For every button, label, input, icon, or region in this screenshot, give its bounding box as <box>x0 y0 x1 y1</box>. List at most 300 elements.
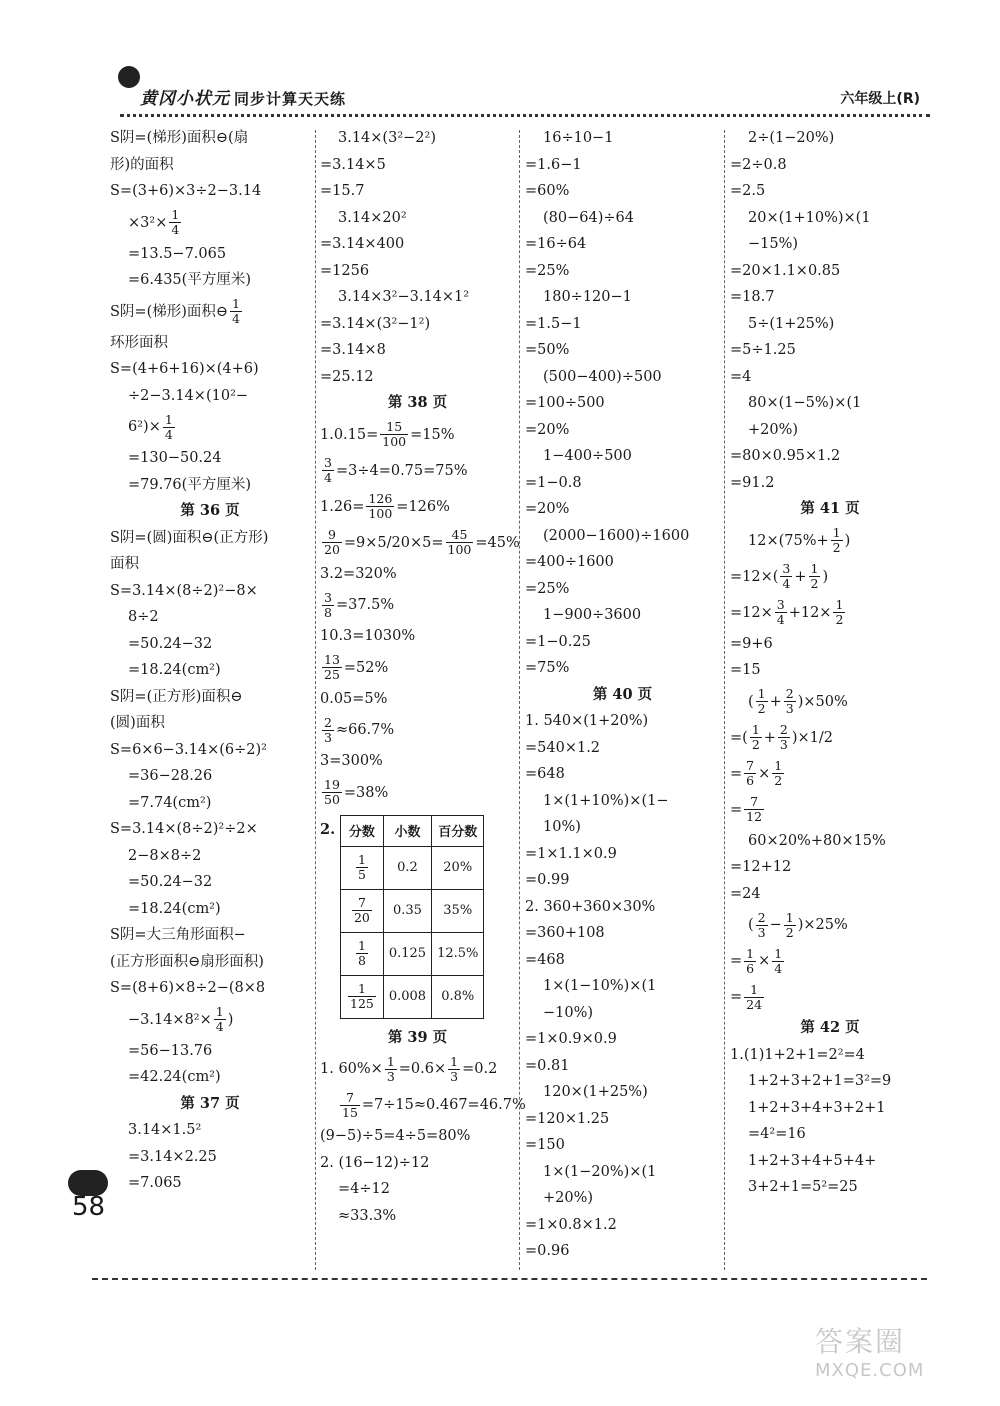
equation-line <box>525 655 720 682</box>
equation-text: ) <box>844 532 851 549</box>
equation-text: S=3.14×(8÷2)²÷2× <box>110 821 258 837</box>
equation-text: 3=300% <box>320 753 383 769</box>
equation-text: =7.74(cm²) <box>128 794 212 811</box>
equation-text: =2.5 <box>730 183 766 199</box>
fraction <box>340 1091 360 1120</box>
equation-text: 第 39 页 <box>387 1028 448 1046</box>
equation-line <box>110 445 310 472</box>
equation-text: =9×5/20×5= <box>343 534 444 551</box>
equation-text: =6.435(平方厘米) <box>128 272 251 288</box>
equation-text: =12+12 <box>730 859 792 875</box>
answer-column-3 <box>525 125 720 1280</box>
equation-line <box>110 631 310 658</box>
fraction-denominator: 3 <box>785 701 794 716</box>
equation-line <box>525 629 720 656</box>
fraction <box>163 413 175 442</box>
equation-text: =4 <box>730 368 752 385</box>
equation-line <box>525 152 720 179</box>
equation-text: =9+6 <box>730 635 773 652</box>
equation-line <box>320 231 515 258</box>
equation-line <box>730 828 930 855</box>
fraction-numerator: 2 <box>324 714 332 730</box>
equation-line <box>320 417 515 453</box>
brand-title <box>140 84 346 109</box>
fraction-numerator: 3 <box>776 597 785 612</box>
fraction-denominator: 2 <box>785 924 794 940</box>
equation-line <box>730 595 930 631</box>
equation-line <box>320 284 515 311</box>
equation-text: =13.5−7.065 <box>128 245 227 262</box>
equation-line <box>525 178 720 205</box>
equation-line <box>730 1068 930 1095</box>
equation-line <box>525 841 720 868</box>
fraction-cell <box>341 932 384 975</box>
equation-text: =648 <box>525 766 565 782</box>
equation-text: )×1/2 <box>791 729 834 746</box>
equation-line <box>110 330 310 357</box>
fraction-denominator: 3 <box>450 1068 459 1084</box>
fraction <box>744 795 764 824</box>
equation-line <box>730 258 930 285</box>
equation-text: =0.6× <box>398 1061 447 1077</box>
percent-cell: 12.5% <box>432 932 484 975</box>
fraction-denominator: 15 <box>342 1104 358 1120</box>
equation-line <box>110 383 310 410</box>
equation-line <box>525 1000 720 1027</box>
equation-text: =91.2 <box>730 474 775 491</box>
equation-line <box>730 205 930 232</box>
equation-text: 1×(1−10%)×(1 <box>543 978 657 994</box>
percent-cell: 35% <box>432 889 484 932</box>
equation-text: =18.24(cm²) <box>128 900 221 917</box>
equation-text: =15% <box>410 426 455 443</box>
equation-text: 1. 60%× <box>320 1061 383 1077</box>
equation-text: =1.5−1 <box>525 315 582 332</box>
fraction-denominator: 2 <box>757 701 766 716</box>
fraction-numerator: 1 <box>171 207 180 222</box>
conversion-table <box>340 815 484 1019</box>
equation-text: =1×0.9×0.9 <box>525 1031 617 1047</box>
equation-text: 1.26= <box>320 498 365 515</box>
fraction-denominator: 2 <box>810 576 819 591</box>
equation-line <box>320 775 515 811</box>
equation-text: 形)的面积 <box>110 156 174 173</box>
page-section-heading <box>110 1091 310 1118</box>
fraction-numerator: 1 <box>357 852 366 867</box>
equation-line <box>730 1148 930 1175</box>
page-section-heading <box>525 682 720 709</box>
equation-text: 第 38 页 <box>387 394 448 411</box>
equation-text: =1.6−1 <box>525 156 582 173</box>
fraction-numerator: 1 <box>757 686 766 701</box>
equation-text: ( <box>748 693 754 710</box>
equation-line <box>110 152 310 179</box>
equation-text: =25.12 <box>320 368 374 385</box>
equation-text: 2. 360+360×30% <box>525 898 656 915</box>
equation-line <box>730 657 930 684</box>
table-row <box>341 846 484 889</box>
equation-text: + <box>769 693 782 710</box>
fraction-numerator: 1 <box>774 758 783 773</box>
equation-text: =4÷12 <box>338 1181 390 1197</box>
fraction-numerator: 3 <box>324 455 332 470</box>
equation-text: = <box>730 765 743 782</box>
equation-text: 60×20%+80×15% <box>748 832 886 849</box>
equation-line <box>730 792 930 828</box>
fraction-denominator: 12 <box>746 809 763 824</box>
equation-line <box>730 523 930 559</box>
equation-line <box>525 867 720 894</box>
equation-text: S=3.14×(8÷2)²−8× <box>110 582 258 599</box>
equation-line <box>525 1026 720 1053</box>
equation-line <box>525 1106 720 1133</box>
equation-text: =16÷64 <box>525 236 587 252</box>
fraction <box>772 759 784 788</box>
equation-line <box>730 231 930 258</box>
decimal-cell: 0.35 <box>383 889 431 932</box>
fraction-denominator: 2 <box>832 540 841 555</box>
page-section-heading <box>320 390 515 417</box>
equation-line <box>320 748 515 775</box>
fraction-denominator: 2 <box>835 612 844 627</box>
equation-line <box>525 311 720 338</box>
question-number: 2. <box>320 820 336 838</box>
equation-text: =0.96 <box>525 1243 570 1259</box>
equation-line <box>110 125 310 152</box>
equation-line <box>730 311 930 338</box>
equation-text: =1×1.1×0.9 <box>525 845 617 862</box>
equation-text: =25% <box>525 580 570 597</box>
equation-text: =5÷1.25 <box>730 342 796 358</box>
footer-divider <box>92 1278 927 1280</box>
equation-line <box>730 284 930 311</box>
equation-line <box>110 551 310 578</box>
fraction-numerator: 13 <box>324 652 340 667</box>
fraction-denominator: 8 <box>357 953 366 968</box>
table-row <box>341 889 484 932</box>
fraction-numerator: 1 <box>746 945 755 961</box>
equation-line <box>525 1053 720 1080</box>
equation-line <box>110 896 310 923</box>
equation-line <box>730 979 930 1015</box>
fraction-numerator: 3 <box>324 589 332 605</box>
equation-line <box>525 894 720 921</box>
equation-text: 第 36 页 <box>180 502 240 519</box>
equation-line <box>525 496 720 523</box>
equation-line <box>110 1170 310 1197</box>
fraction <box>809 562 821 591</box>
equation-text: =12×( <box>730 568 779 585</box>
equation-line <box>110 975 310 1002</box>
equation-line <box>110 949 310 976</box>
fraction <box>833 598 845 627</box>
equation-text: S阴=(梯形)面积⊖ <box>110 303 229 320</box>
equation-text: ≈66.7% <box>335 722 395 738</box>
equation-line <box>730 337 930 364</box>
equation-line <box>110 1038 310 1065</box>
fraction-numerator: 1 <box>810 561 819 576</box>
equation-text: ÷2−3.14×(10²− <box>128 387 249 404</box>
equation-text: =25% <box>525 262 570 279</box>
table-header: 百分数 <box>432 815 484 846</box>
equation-text: =0.99 <box>525 872 570 888</box>
equation-line <box>525 576 720 603</box>
equation-text: +20%) <box>748 421 799 438</box>
equation-text: =468 <box>525 951 565 968</box>
equation-text: −10%) <box>543 1004 594 1021</box>
fraction-denominator: 125 <box>350 996 374 1011</box>
equation-text: 1+2+3+2+1=3²=9 <box>748 1073 892 1089</box>
equation-line <box>730 631 930 658</box>
fraction <box>756 687 768 716</box>
conversion-table-block <box>320 815 515 1019</box>
equation-text: (80−64)÷64 <box>543 209 634 226</box>
equation-line <box>525 1212 720 1239</box>
equation-text: =20% <box>525 501 570 517</box>
equation-text: =1−0.8 <box>525 474 582 491</box>
equation-text: 120×(1+25%) <box>543 1084 648 1100</box>
equation-text: S=(8+6)×8÷2−(8×8 <box>110 980 266 996</box>
equation-text: (圆)面积 <box>110 715 165 731</box>
equation-text: ) <box>822 568 829 585</box>
fraction <box>448 1055 460 1084</box>
equation-text: =400÷1600 <box>525 554 614 570</box>
equation-text: =3.14×2.25 <box>128 1148 217 1165</box>
equation-text: =4²=16 <box>748 1126 806 1142</box>
equation-line <box>110 737 310 764</box>
equation-text: S阴=(梯形)面积⊖(扇 <box>110 130 249 146</box>
equation-line <box>525 337 720 364</box>
fraction-denominator: 100 <box>382 434 407 449</box>
equation-text: −3.14×8²× <box>128 1011 212 1028</box>
fraction <box>169 208 181 237</box>
equation-text: =50.24−32 <box>128 635 213 652</box>
equation-line <box>525 602 720 629</box>
equation-line <box>110 525 310 552</box>
equation-text: = <box>730 953 743 969</box>
equation-line <box>320 178 515 205</box>
equation-text: 3.2=320% <box>320 565 397 582</box>
fraction-denominator: 6 <box>746 773 755 788</box>
equation-line <box>110 843 310 870</box>
equation-line <box>320 1087 526 1123</box>
fraction-numerator: 1 <box>774 945 783 961</box>
equation-line <box>110 1002 310 1038</box>
equation-text: 12×(75%+ <box>748 532 829 549</box>
equation-line <box>730 1121 930 1148</box>
watermark <box>815 1320 924 1381</box>
equation-line <box>320 587 515 623</box>
equation-line <box>730 178 930 205</box>
equation-line <box>730 1095 930 1122</box>
equation-text: =7÷15≈0.467=46.7% <box>361 1097 526 1113</box>
equation-line <box>525 1079 720 1106</box>
table-header: 小数 <box>383 815 431 846</box>
equation-line <box>110 241 310 268</box>
equation-text: 3.14×(3²−2²) <box>338 130 436 146</box>
equation-line <box>730 1174 930 1201</box>
equation-line <box>320 311 515 338</box>
equation-text: S=(4+6+16)×(4+6) <box>110 361 259 377</box>
fraction-numerator: 2 <box>757 909 766 925</box>
fraction-denominator: 4 <box>215 1019 224 1034</box>
equation-text: ×3²× <box>128 214 168 231</box>
equation-text: 16÷10−1 <box>543 130 614 146</box>
equation-text: ( <box>748 917 754 933</box>
table-row <box>341 932 484 975</box>
equation-text: × <box>758 953 771 969</box>
equation-text: = <box>730 801 743 818</box>
equation-line <box>525 1185 720 1212</box>
equation-text: =130−50.24 <box>128 450 222 466</box>
page-section-heading <box>730 1015 930 1042</box>
equation-text: =52% <box>343 659 389 676</box>
equation-text: =3.14×8 <box>320 342 386 358</box>
fraction-denominator: 6 <box>746 960 755 976</box>
equation-text: 6²)× <box>128 419 161 435</box>
equation-text: =360+108 <box>525 925 605 941</box>
equation-line <box>110 356 310 383</box>
fraction-denominator: 4 <box>776 612 785 627</box>
fraction-numerator: 19 <box>324 777 340 792</box>
equation-text: −15%) <box>748 236 799 252</box>
equation-line <box>525 470 720 497</box>
equation-line <box>320 152 515 179</box>
equation-text: × <box>758 765 771 782</box>
fraction-numerator: 1 <box>744 983 764 998</box>
mascot-icon <box>118 66 140 88</box>
equation-text: =20% <box>525 421 570 438</box>
equation-line <box>110 816 310 843</box>
equation-text: =100÷500 <box>525 395 605 411</box>
equation-text: S阴=(圆)面积⊖(正方形) <box>110 529 269 546</box>
equation-text: =24 <box>730 885 761 902</box>
fraction <box>366 492 394 521</box>
equation-line <box>525 1132 720 1159</box>
percent-cell: 0.8% <box>432 975 484 1018</box>
equation-line <box>525 364 720 391</box>
fraction <box>322 591 334 620</box>
fraction-denominator: 50 <box>324 792 340 807</box>
fraction-denominator: 20 <box>324 542 340 557</box>
equation-text: 1.(1)1+2+1=2²=4 <box>730 1046 865 1063</box>
equation-text: =56−13.76 <box>128 1042 213 1059</box>
equation-line <box>730 907 930 943</box>
fraction-denominator: 25 <box>324 667 340 682</box>
fraction-numerator: 1 <box>450 1053 459 1069</box>
equation-text: 1×(1−20%)×(1 <box>543 1163 657 1180</box>
fraction-numerator: 1 <box>357 938 366 953</box>
watermark-text: 答案圈 <box>815 1325 906 1358</box>
equation-line <box>320 561 515 588</box>
equation-text: 第 42 页 <box>800 1019 860 1036</box>
fraction <box>322 528 342 557</box>
equation-text: 1×(1+10%)×(1− <box>543 792 669 809</box>
equation-line <box>110 294 310 330</box>
equation-line <box>320 1150 515 1177</box>
equation-line <box>110 684 310 711</box>
answer-column-1 <box>110 125 310 1280</box>
equation-line <box>320 1176 515 1203</box>
equation-text: =50.24−32 <box>128 874 213 890</box>
fraction-denominator: 4 <box>164 426 173 442</box>
fraction-denominator: 100 <box>368 506 393 521</box>
equation-text: S=(3+6)×3÷2−3.14 <box>110 183 262 199</box>
equation-line <box>730 470 930 497</box>
grade-label: 六年级上(R) <box>840 91 920 107</box>
equation-line <box>525 390 720 417</box>
fraction-denominator: 5 <box>357 867 366 882</box>
equation-text: S阴=大三角形面积− <box>110 927 246 943</box>
equation-text: 1−400÷500 <box>543 448 632 464</box>
fraction <box>775 598 787 627</box>
equation-line <box>320 623 515 650</box>
fraction-numerator: 1 <box>348 982 376 997</box>
fraction <box>744 759 756 788</box>
equation-text: )×50% <box>797 693 848 710</box>
equation-text: 1+2+3+4+5+4+ <box>748 1152 877 1169</box>
column-divider <box>315 130 316 1270</box>
equation-text: + <box>794 568 807 585</box>
header-divider <box>120 114 930 117</box>
equation-line <box>525 443 720 470</box>
equation-text: 第 41 页 <box>800 500 860 517</box>
fraction <box>831 526 843 555</box>
fraction <box>744 947 756 976</box>
equation-text: (500−400)÷500 <box>543 368 662 385</box>
equation-line <box>110 1117 310 1144</box>
equation-text: 第 37 页 <box>180 1094 240 1112</box>
equation-line <box>110 922 310 949</box>
equation-text: 1+2+3+4+3+2+1 <box>748 1099 886 1116</box>
fraction-denominator: 8 <box>324 604 332 620</box>
fraction-denominator: 4 <box>782 576 791 591</box>
fraction-cell <box>341 975 384 1018</box>
equation-line <box>525 735 720 762</box>
equation-line <box>730 390 930 417</box>
fraction <box>385 1055 397 1084</box>
equation-text: =3.14×5 <box>320 156 386 173</box>
fraction-numerator: 1 <box>751 722 760 737</box>
equation-line <box>730 854 930 881</box>
equation-text: 5÷(1+25%) <box>748 315 835 332</box>
fraction <box>750 723 762 752</box>
fraction <box>214 1005 226 1034</box>
equation-line <box>320 525 520 561</box>
equation-text: =50% <box>525 342 570 358</box>
equation-text: 10.3=1030% <box>320 628 416 644</box>
equation-text: =150 <box>525 1137 565 1153</box>
equation-line <box>110 657 310 684</box>
equation-text: 1−900÷3600 <box>543 607 642 623</box>
equation-line <box>320 205 515 232</box>
equation-line <box>110 178 310 205</box>
equation-line <box>320 712 515 748</box>
equation-text: +12× <box>788 604 832 621</box>
equation-text: ≈33.3% <box>338 1207 397 1224</box>
equation-line <box>730 756 930 792</box>
equation-line <box>525 920 720 947</box>
equation-text: =20×1.1×0.85 <box>730 262 841 279</box>
equation-text: + <box>763 729 776 746</box>
equation-line <box>525 973 720 1000</box>
equation-line <box>525 523 720 550</box>
fraction <box>446 528 474 557</box>
brand-subtitle: 同步计算天天练 <box>234 90 347 108</box>
decimal-cell: 0.008 <box>383 975 431 1018</box>
table-row <box>341 975 484 1018</box>
equation-text: 3.14×20² <box>338 209 407 226</box>
